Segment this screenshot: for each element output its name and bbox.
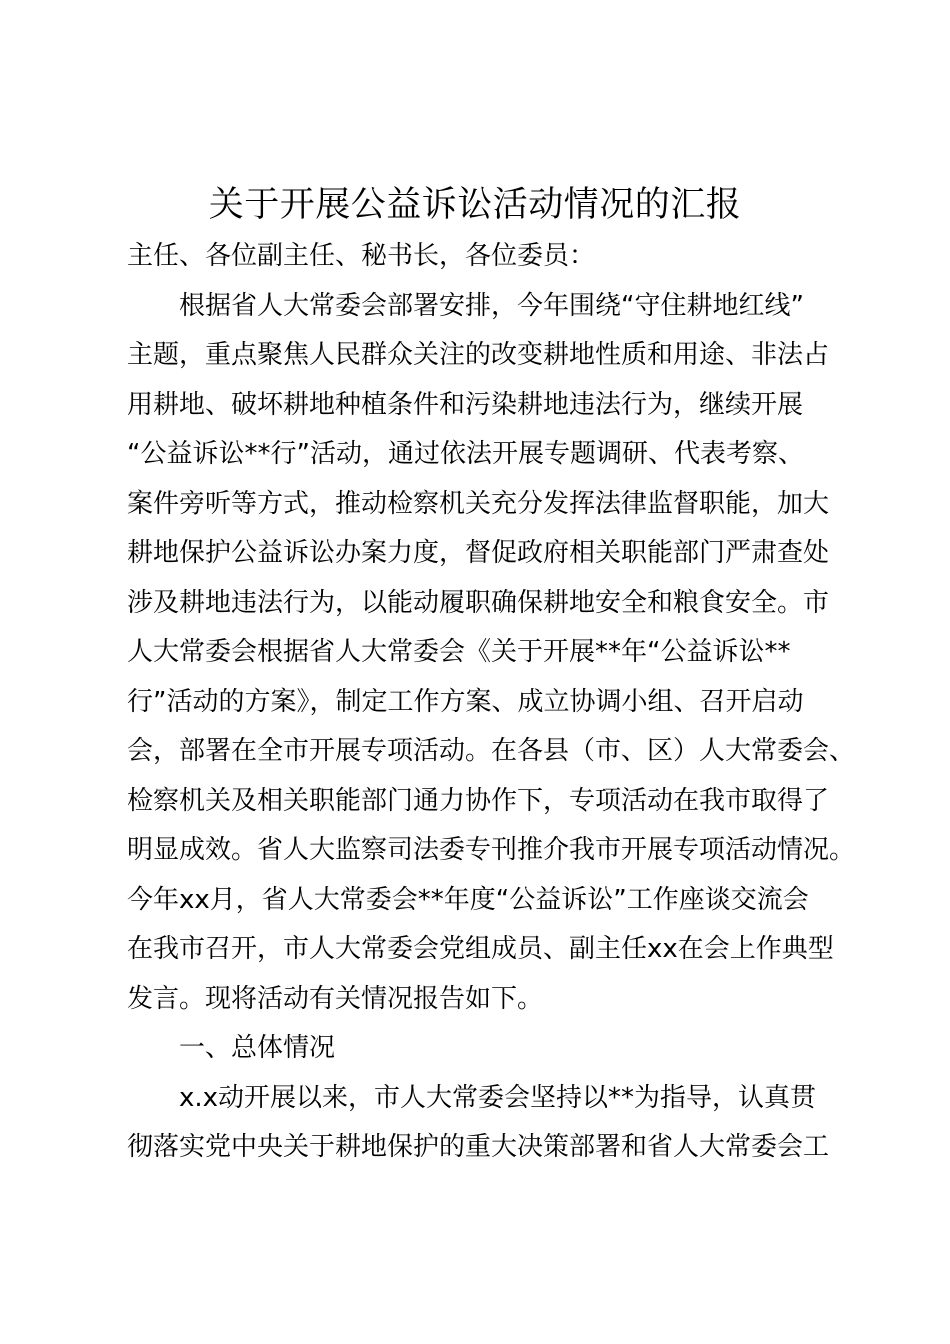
- paragraph-1: [127, 282, 856, 1025]
- paragraph-2: [127, 1074, 847, 1173]
- salutation: 主任、各位副主任、秘书长，各位委员：: [127, 241, 596, 271]
- paragraph-line: 用耕地、破坏耕地种植条件和污染耕地违法行为，继续开展: [127, 389, 804, 420]
- paragraph-line: 明显成效。省人大监察司法委专刊推介我市开展专项活动情况。: [127, 835, 856, 865]
- document-body: [127, 232, 856, 1173]
- paragraph-line: 会，部署在全市开展专项活动。在各县（市、区）人大常委会、: [127, 736, 856, 766]
- paragraph-line: 彻落实党中央关于耕地保护的重大决策部署和省人大常委会工: [127, 1132, 830, 1162]
- paragraph-line: 今年xx月，省人大常委会**年度“公益诉讼”工作座谈交流会: [127, 884, 809, 915]
- section-heading: 一、总体情况: [179, 1033, 336, 1063]
- paragraph-line: 行”活动的方案》，制定工作方案、成立协调小组、召开启动: [127, 686, 804, 717]
- paragraph-line: x.x动开展以来，市人大常委会坚持以**为指导，认真贯: [179, 1082, 817, 1113]
- paragraph-line: 根据省人大常委会部署安排，今年围绕“守住耕地红线”: [179, 290, 804, 321]
- paragraph-line: 检察机关及相关职能部门通力协作下，专项活动在我市取得了: [127, 785, 830, 816]
- paragraph-line: 主题，重点聚焦人民群众关注的改变耕地性质和用途、非法占: [127, 340, 830, 370]
- paragraph-line: 耕地保护公益诉讼办案力度，督促政府相关职能部门严肃查处: [127, 538, 830, 568]
- paragraph-line: 人大常委会根据省人大常委会《关于开展**年“公益诉讼**: [127, 637, 791, 667]
- paragraph-line: 案件旁听等方式，推动检察机关充分发挥法律监督职能，加大: [127, 488, 830, 519]
- document-title: 关于开展公益诉讼活动情况的汇报: [208, 185, 742, 225]
- paragraph-line: 在我市召开，市人大常委会党组成员、副主任xx在会上作典型: [127, 934, 834, 964]
- paragraph-line: 涉及耕地违法行为，以能动履职确保耕地安全和粮食安全。市: [127, 587, 830, 618]
- paragraph-line: 发言。现将活动有关情况报告如下。: [127, 983, 544, 1014]
- paragraph-line: “公益诉讼**行”活动，通过依法开展专题调研、代表考察、: [127, 439, 804, 469]
